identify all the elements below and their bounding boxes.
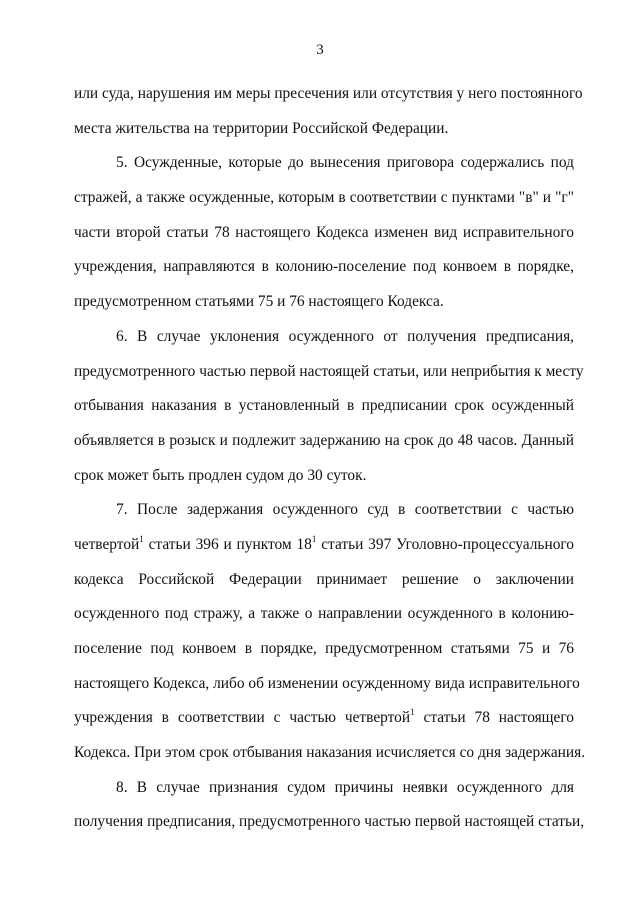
text-line: отбывания наказания в установленный в предписании срок осужденный	[74, 397, 574, 415]
superscript: 1	[311, 533, 317, 544]
document-body	[74, 77, 586, 840]
text-line-with-superscript	[74, 701, 574, 736]
text-segment: учреждения в соответствии с частью четвертой	[74, 709, 411, 727]
page-number: 3	[316, 42, 324, 58]
text-line: предусмотренном статьями 75 и 76 настоящего Кодекса.	[74, 293, 444, 311]
text-line: настоящего Кодекса, либо об изменении осужденному вида исправительного	[74, 674, 580, 692]
text-line: учреждения, направляются в колонию-поселение под конвоем в порядке,	[74, 258, 574, 276]
text-line: или суда, нарушения им меры пресечения или отсутствия у него постоянного	[74, 85, 583, 102]
paragraph-7-first-line: 7. После задержания осужденного суд в соответствии с частью	[116, 501, 574, 519]
text-line: осужденного под стражу, а также о направлении осужденного в колонию-	[74, 605, 574, 623]
text-line: стражей, а также осужденные, которым в соответствии с пунктами "в" и "г"	[74, 189, 574, 207]
text-line: предусмотренного частью первой настоящей статьи, или неприбытия к месту	[74, 362, 584, 380]
text-line: объявляется в розыск и подлежит задержанию на срок до 48 часов. Данный	[74, 431, 574, 449]
text-line: поселение под конвоем в порядке, предусмотренном статьями 75 и 76	[74, 640, 574, 657]
text-segment: четвертой	[74, 535, 140, 553]
paragraph-5-first-line: 5. Осужденные, которые до вынесения приговора содержались под	[116, 154, 574, 172]
text-line: кодекса Российской Федерации принимает решение о заключении	[74, 570, 574, 588]
text-segment: статьи 396 и пунктом 18	[143, 535, 312, 553]
paragraph-8-first-line: 8. В случае признания судом причины неявки осужденного для	[116, 778, 574, 796]
text-line: места жительства на территории Российской Федерации.	[74, 119, 449, 137]
text-line: срок может быть продлен судом до 30 суток.	[74, 466, 367, 484]
superscript: 1	[139, 533, 144, 544]
text-line: части второй статьи 78 настоящего Кодекса изменен вид исправительного	[74, 223, 574, 241]
paragraph-6-first-line: 6. В случае уклонения осужденного от получения предписания,	[116, 327, 574, 345]
text-segment: статьи 78 настоящего	[414, 709, 574, 727]
text-line: получения предписания, предусмотренного частью первой настоящей статьи,	[74, 813, 585, 831]
superscript: 1	[410, 707, 415, 718]
text-segment: статьи 397 Уголовно-процессуального	[316, 535, 575, 553]
text-line: Кодекса. При этом срок отбывания наказания исчисляется со дня задержания.	[74, 744, 586, 762]
text-line-with-superscripts	[74, 528, 574, 563]
